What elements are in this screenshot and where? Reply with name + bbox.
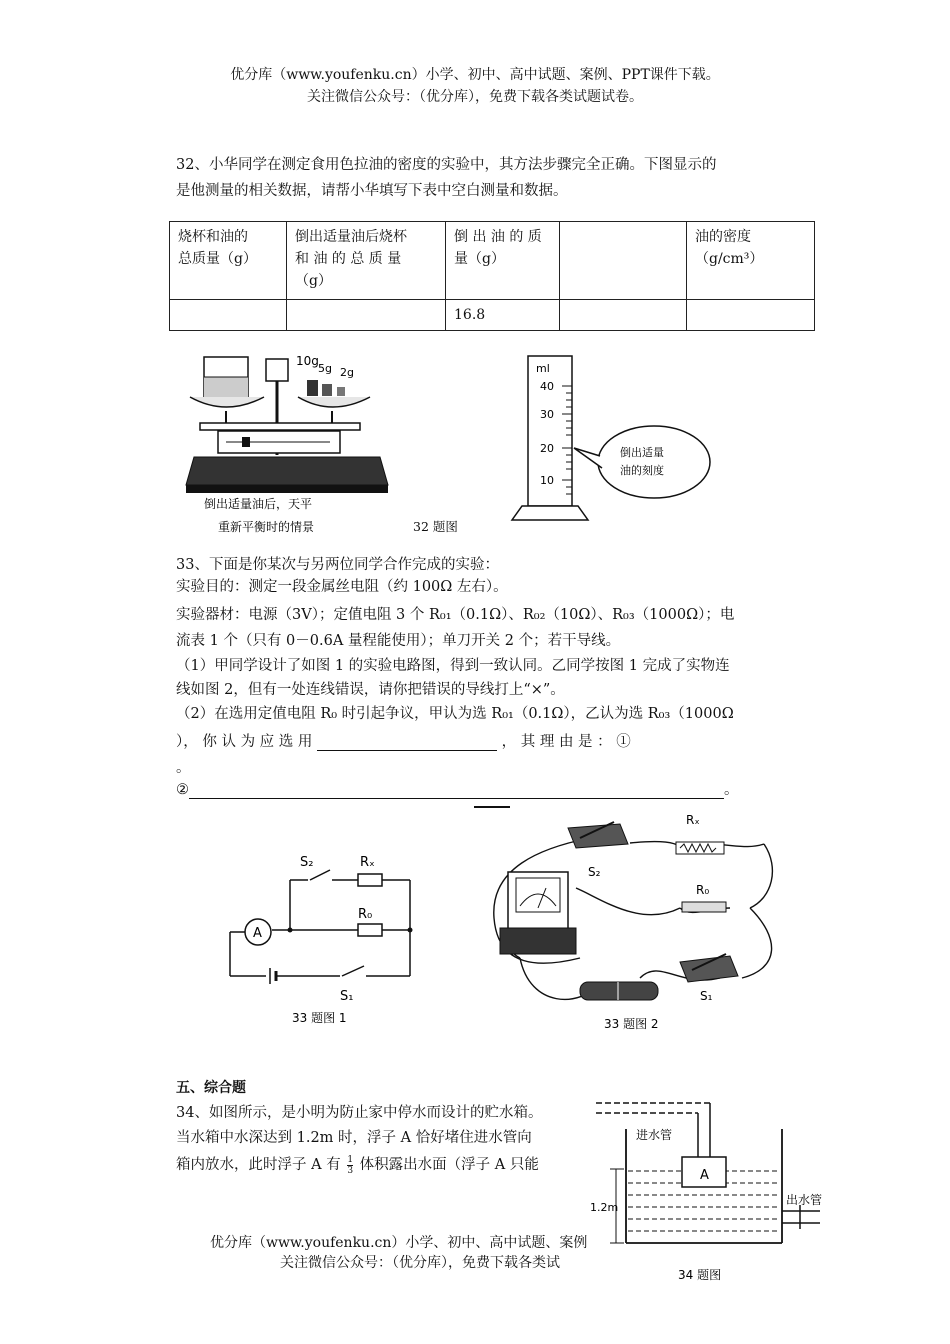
rx-label-2: Rₓ — [686, 813, 700, 827]
q33-line-5: （1）甲同学设计了如图 1 的实验电路图，得到一致认同。乙同学按图 1 完成了实物连 — [176, 658, 730, 674]
s2-label-2: S₂ — [588, 865, 601, 879]
cylinder-tick: 20 — [540, 442, 554, 455]
q33-line-4: 流表 1 个（只有 0－0.6A 量程能使用）；单刀开关 2 个；若干导线。 — [176, 633, 621, 649]
q33-line-2: 实验目的：测定一段金属丝电阻（约 100Ω 左右）。 — [176, 579, 508, 595]
weight-10g: 10g — [296, 354, 319, 368]
fig1-caption: 33 题图 1 — [292, 1011, 347, 1025]
q34-line-2: 当水箱中水深达到 1.2m 时，浮子 A 恰好堵住进水管向 — [176, 1130, 532, 1146]
header-line-1: 优分库（www.youfenku.cn）小学、初中、高中试题、案例、PPT课件下载。 — [230, 67, 720, 83]
cylinder-tick: 10 — [540, 474, 554, 487]
q34-line-3: 箱内放水，此时浮子 A 有 $\frac{1}{3}$ 体积露出水面（浮子 A 只能 — [176, 1154, 539, 1176]
q33-line-7: （2）在选用定值电阻 R₀ 时引起争议，甲认为选 R₀₁（0.1Ω），乙认为选 R₀₃（1000Ω — [176, 706, 734, 722]
q32-fig-label: 32 题图 — [413, 519, 458, 534]
bubble-text-2: 油的刻度 — [620, 464, 664, 477]
balance-caption-1: 倒出适量油后，天平 — [204, 497, 313, 511]
q33-line-9: 。 — [176, 760, 191, 776]
table-header-density: 油的密度 （g/cm³） — [687, 222, 815, 300]
weight-5g: 5g — [318, 362, 332, 375]
footer-line-1: 优分库（www.youfenku.cn）小学、初中、高中试题、案例 — [210, 1235, 588, 1251]
fig2-caption: 33 题图 2 — [604, 1017, 659, 1031]
inlet-label: 进水管 — [636, 1128, 673, 1142]
circuit-diagram-2 — [480, 808, 780, 1033]
s1-label-2: S₁ — [700, 989, 713, 1003]
r0-label-2: R₀ — [696, 883, 710, 897]
q33-line-6: 线如图 2，但有一处连线错误，请你把错误的导线打上“×”。 — [176, 682, 565, 698]
table-header-remaining-mass: 倒出适量油后烧杯 和 油 的 总 质 量 （g） — [287, 222, 446, 300]
q33-line-3: 实验器材：电源（3V）；定值电阻 3 个 R₀₁（0.1Ω）、R₀₂（10Ω）、R₀₃（1000Ω）；电 — [176, 607, 735, 623]
table-cell[interactable] — [687, 300, 815, 331]
water-tank-figure — [590, 1093, 835, 1288]
table-cell: 16.8 — [446, 300, 560, 331]
fraction: $\frac{1}{3}$ — [347, 1154, 354, 1176]
q34-line-1: 34、如图所示，是小明为防止家中停水而设计的贮水箱。 — [176, 1105, 543, 1121]
table-header-poured-mass: 倒 出 油 的 质 量（g） — [446, 222, 560, 300]
table-header-blank — [560, 222, 687, 300]
s1-label: S₁ — [340, 989, 354, 1004]
cylinder-unit: ml — [536, 362, 550, 375]
table-cell[interactable] — [287, 300, 446, 331]
table-header-total-mass: 烧杯和油的 总质量（g） — [170, 222, 287, 300]
table-cell[interactable] — [560, 300, 687, 331]
outlet-label: 出水管 — [786, 1193, 823, 1207]
cylinder-tick: 40 — [540, 380, 554, 393]
q32-line-1: 32、小华同学在测定食用色拉油的密度的实验中，其方法步骤完全正确。下图显示的 — [176, 157, 717, 173]
q33-line-8: ）， 你 认 为 应 选 用 ， 其 理 由 是 ： ① — [176, 734, 631, 750]
balance-figure — [180, 345, 400, 540]
s2-label: S₂ — [300, 855, 314, 870]
depth-label: 1.2m — [590, 1201, 619, 1214]
answer-blank-choice[interactable] — [317, 734, 497, 751]
answer-blank-reason-2[interactable] — [189, 782, 724, 799]
q33-line-10: ② 。 — [176, 782, 739, 798]
balance-caption-2: 重新平衡时的情景 — [218, 520, 315, 534]
float-label: A — [700, 1168, 709, 1183]
q33-line-1: 33、下面是你某次与另两位同学合作完成的实验： — [176, 557, 499, 573]
r0-label: R₀ — [358, 907, 373, 922]
rx-label: Rₓ — [360, 855, 375, 870]
q32-line-2: 是他测量的相关数据，请帮小华填写下表中空白测量和数据。 — [176, 183, 568, 199]
weight-2g: 2g — [340, 366, 354, 379]
footer-line-2: 关注微信公众号：（优分库），免费下载各类试 — [280, 1255, 560, 1271]
cylinder-tick: 30 — [540, 408, 554, 421]
q34-fig-caption: 34 题图 — [678, 1268, 722, 1282]
table-cell[interactable] — [170, 300, 287, 331]
bubble-text-1: 倒出适量 — [620, 446, 664, 459]
cylinder-figure — [508, 352, 718, 527]
circuit-diagram-1 — [218, 840, 433, 1030]
header-line-2: 关注微信公众号：（优分库），免费下载各类试题试卷。 — [307, 89, 643, 105]
section-title: 五、综合题 — [176, 1080, 246, 1096]
q32-data-table — [169, 221, 815, 331]
ammeter-label: A — [253, 926, 262, 941]
